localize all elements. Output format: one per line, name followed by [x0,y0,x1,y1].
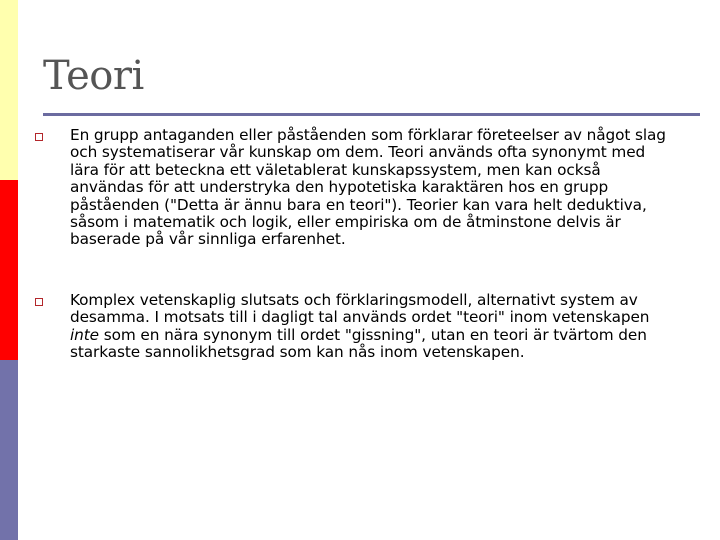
decorative-sidebar [0,0,18,540]
slide-title: Teori [43,53,144,99]
sidebar-band-red [0,180,18,360]
sidebar-band-purple [0,360,18,540]
bullet-text-2-emphasis: inte [70,325,99,344]
bullet-text-1: En grupp antaganden eller påståenden som förklarar företeelser av något slag och systematiserar vår kunskap om dem. Teori används ofta synonymt med lära för att beteckna ett väletablerat kunskapssystem, men kan också användas för att understryka den hypotetiska karaktären hos en grupp påståenden ("Detta är ännu bara en teori"). Teorier kan vara helt deduktiva, såsom i matematik och logik, eller empiriska om de åtminstone delvis är baserade på vår sinnliga erfarenhet. [70,126,666,249]
title-underline-rule [43,113,700,116]
bullet-text-2-before: Komplex vetenskaplig slutsats och förklaringsmodell, alternativt system av desamma. I motsats till i dagligt tal används ordet "teori" inom vetenskapen [70,291,650,327]
square-bullet-icon [35,133,43,141]
bullet-text-2 [70,292,675,362]
square-bullet-icon [35,298,43,306]
sidebar-band-yellow [0,0,18,180]
bullet-text-2-after: som en nära synonym till ordet "gissning", utan en teori är tvärtom den starkaste sannolikhetsgrad som kan nås inom vetenskapen. [70,325,647,362]
